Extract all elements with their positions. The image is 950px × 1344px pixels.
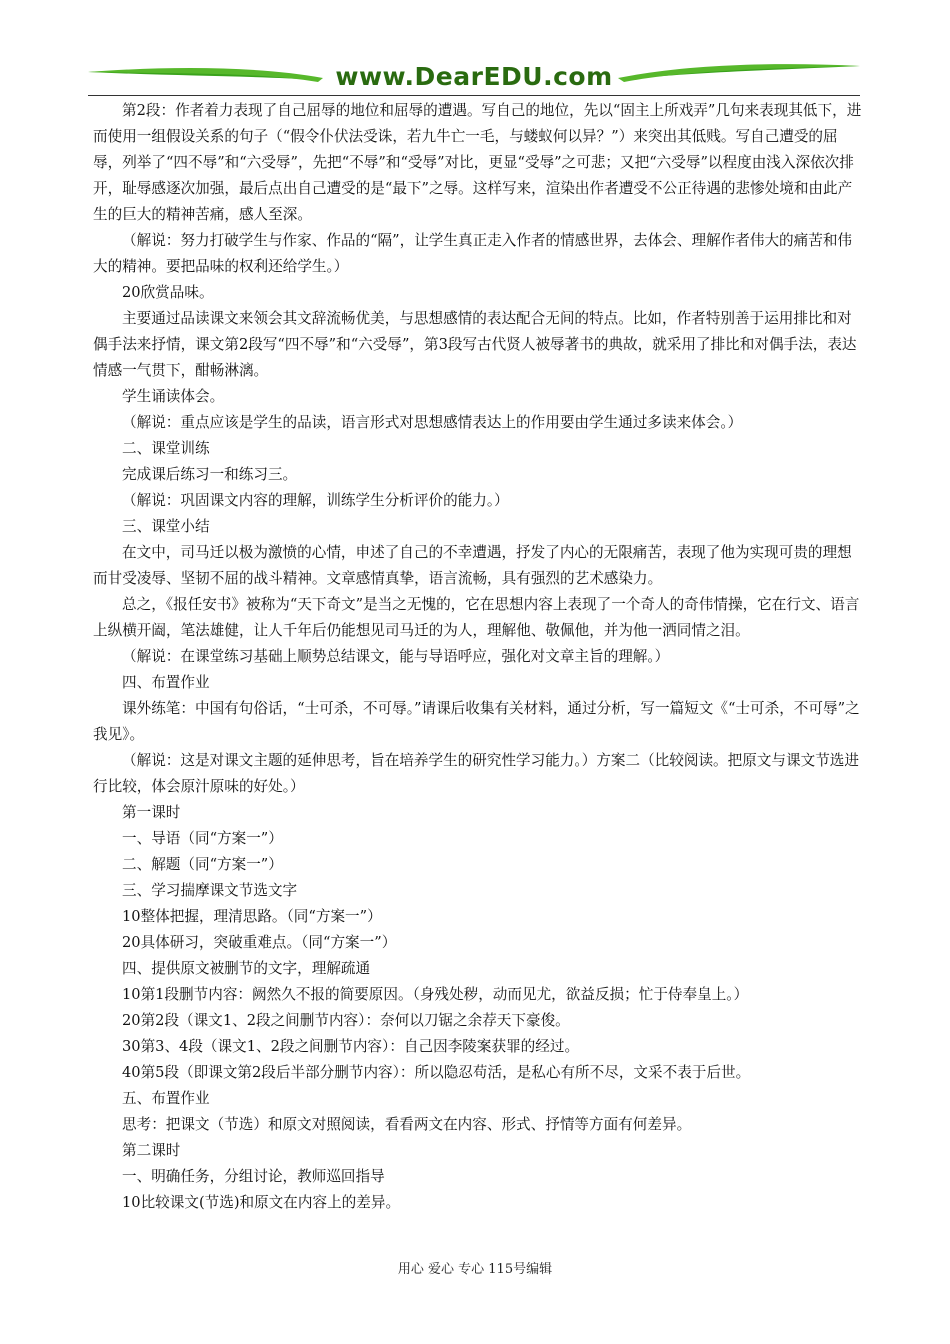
page-footer: 用心 爱心 专心 115号编辑 [397, 1262, 553, 1277]
list-item: 10第1段删节内容：阙然久不报的简要原因。（身残处秽，动而见尤，欲益反损；忙于侍奉皇上。） [122, 986, 749, 1003]
paragraph: （解说：巩固课文内容的理解，训练学生分析评价的能力。） [122, 492, 509, 509]
section-heading: 第一课时 [122, 804, 181, 821]
list-item: 10比较课文(节选)和原文在内容上的差异。 [122, 1194, 401, 1211]
paragraph: 课外练笔：中国有句俗话，“士可杀，不可辱。”请课后收集有关材料，通过分析，写一篇短文《“士可杀，不可辱”之我见》。 [93, 700, 860, 743]
paragraph: （解说：重点应该是学生的品读，语言形式对思想感情表达上的作用要由学生通过多读来体会。） [122, 414, 743, 431]
site-header-banner [88, 58, 860, 98]
list-item: 一、导语（同“方案一”） [122, 830, 283, 847]
section-heading: 三、课堂小结 [122, 518, 210, 535]
paragraph: 在文中，司马迁以极为激愤的心情，申述了自己的不幸遭遇，抒发了内心的无限痛苦，表现了他为实现可贵的理想而甘受凌辱、坚韧不屈的战斗精神。文章感情真挚，语言流畅，具有强烈的艺术感染力。 [93, 544, 852, 587]
paragraph: 完成课后练习一和练习三。 [122, 466, 298, 483]
list-item: 第二课时 [122, 1142, 181, 1159]
document-body [93, 98, 863, 1216]
paragraph: （解说：这是对课文主题的延伸思考，旨在培养学生的研究性学习能力。）方案二（比较阅读。把原文与课文节选进行比较，体会原汁原味的好处。） [93, 752, 859, 795]
list-item: 思考：把课文（节选）和原文对照阅读，看看两文在内容、形式、抒情等方面有何差异。 [122, 1116, 692, 1133]
header-divider [88, 95, 860, 96]
list-item: 四、提供原文被删节的文字，理解疏通 [122, 960, 371, 977]
paragraph: （解说：在课堂练习基础上顺势总结课文，能与导语呼应，强化对文章主旨的理解。） [122, 648, 670, 665]
list-item: 40第5段（即课文第2段后半部分删节内容）：所以隐忍苟活，是私心有所不尽，文采不表于后世。 [122, 1064, 751, 1081]
paragraph: 第2段：作者着力表现了自己屈辱的地位和屈辱的遭遇。写自己的地位，先以“固主上所戏弄”几句来表现其低下，进而使用一组假设关系的句子（“假令仆伏法受诛，若九牛亡一毛，与蝼蚁何以异？”）来突出其低贱。写自己遭受的屈辱，列举了“四不辱”和“六受辱”，先把“不辱”和“受辱”对比，更显“受辱”之可悲；又把“六受辱”以程度由浅入深依次排开，耻辱感逐次加强，最后点出自己遭受的是“最下”之辱。这样写来，渲染出作者遭受不公正待遇的悲惨处境和由此产生的巨大的精神苦痛，感人至深。 [93, 102, 862, 223]
paragraph: 学生诵读体会。 [122, 388, 225, 405]
list-item: 三、学习揣摩课文节选文字 [122, 882, 298, 899]
section-heading: 一、明确任务，分组讨论，教师巡回指导 [122, 1168, 385, 1185]
paragraph: 主要通过品读课文来领会其文辞流畅优美，与思想感情的表达配合无间的特点。比如，作者特别善于运用排比和对偶手法来抒情，课文第2段写“四不辱”和“六受辱”，第3段写古代贤人被辱著书的典故，就采用了排比和对偶手法，表达情感一气贯下，酣畅淋漓。 [93, 310, 857, 379]
section-heading: 四、布置作业 [122, 674, 210, 691]
list-item: 20第2段（课文1、2段之间删节内容）：奈何以刀锯之余荐天下豪俊。 [122, 1012, 570, 1029]
section-heading: 二、课堂训练 [122, 440, 210, 457]
list-item: 30第3、4段（课文1、2段之间删节内容）：自己因李陵案获罪的经过。 [122, 1038, 580, 1055]
paragraph: 20欣赏品味。 [122, 284, 214, 301]
list-item: 五、布置作业 [122, 1090, 210, 1107]
paragraph: （解说：努力打破学生与作家、作品的“隔”，让学生真正走入作者的情感世界，去体会、理解作者伟大的痛苦和伟大的精神。要把品味的权利还给学生。） [93, 232, 853, 275]
list-item: 二、解题（同“方案一”） [122, 856, 283, 873]
paragraph: 总之，《报任安书》被称为“天下奇文”是当之无愧的，它在思想内容上表现了一个奇人的奇伟情操，它在行文、语言上纵横开阖，笔法雄健，让人千年后仍能想见司马迁的为人，理解他、敬佩他，并为他一洒同情之泪。 [93, 596, 860, 639]
list-item: 20具体研习，突破重难点。（同“方案一”） [122, 934, 397, 951]
site-logo: www.DearEDU.com [335, 62, 613, 91]
list-item: 10整体把握，理清思路。（同“方案一”） [122, 908, 382, 925]
